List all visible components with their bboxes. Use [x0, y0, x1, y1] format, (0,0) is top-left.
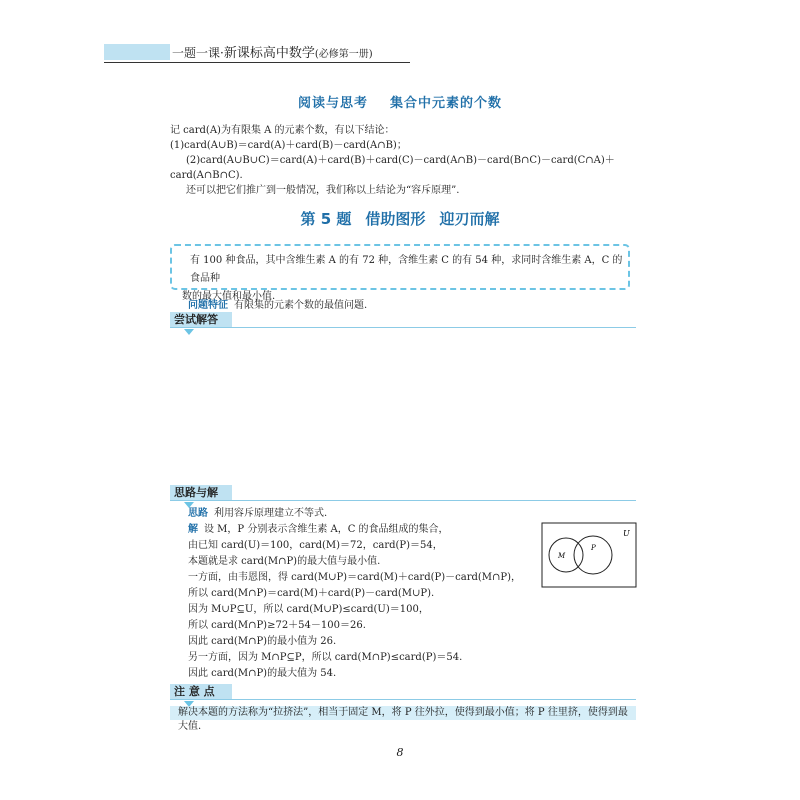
- tab-try-rule: [170, 327, 636, 328]
- tab-approach: 思路与解: [170, 485, 232, 501]
- header-title: 新课标高中数学: [223, 46, 315, 61]
- header-decor-band: [104, 44, 170, 60]
- solution-line-3: 本题就是求 card(M∩P)的最大值与最小值.: [188, 556, 381, 567]
- idea-label: 思路: [188, 508, 208, 519]
- tab-approach-rule: [170, 500, 636, 501]
- solution-line-1: [188, 522, 528, 539]
- problem-name-b: 迎刃而解: [439, 210, 500, 228]
- problem-feature: [188, 296, 367, 311]
- solution-text-1: 设 M，P 分别表示含维生素 A，C 的食品组成的集合，: [204, 524, 449, 535]
- section-line-3: (2)card(A∪B∪C)＝card(A)＋card(B)＋card(C)－card(A∩B)－card(B∩C)－card(C∩A)＋: [186, 155, 615, 166]
- solution-line-9: 另一方面，因为 M∩P⊆P，所以 card(M∩P)≤card(P)＝54.: [188, 652, 463, 663]
- section-title: [0, 92, 800, 111]
- problem-statement-box: [170, 244, 630, 302]
- header-rule: [104, 62, 410, 63]
- tab-try-arrow-icon: [184, 329, 194, 335]
- section-line-5: 还可以把它们推广到一般情况，我们称以上结论为“容斥原理”.: [186, 185, 460, 196]
- venn-circle-p: [574, 536, 612, 574]
- note-text: 解决本题的方法称为“拉挤法”，相当于固定 M，将 P 往外拉，使得到最小值；将 P 往里挤，使得到最大值.: [170, 706, 636, 720]
- solution-line-7: 所以 card(M∩P)≥72＋54－100＝26.: [188, 620, 366, 631]
- section-title-a: 阅读与思考: [297, 96, 368, 111]
- tab-try-answer: 尝试解答: [170, 312, 232, 328]
- venn-label-m: M: [558, 552, 566, 560]
- problem-number: 第 5 题: [300, 210, 352, 228]
- solution-idea: [188, 506, 528, 523]
- solution-label: 解: [188, 524, 198, 535]
- venn-label-p: P: [591, 544, 596, 552]
- solution-line-10: 因此 card(M∩P)的最大值为 54.: [188, 668, 337, 679]
- section-line-4: card(A∩B∩C).: [170, 170, 243, 181]
- feature-label: 问题特征: [188, 300, 228, 311]
- section-line-2: (1)card(A∪B)＝card(A)＋card(B)－card(A∩B)；: [170, 140, 407, 151]
- section-title-b: 集合中元素的个数: [390, 96, 503, 111]
- problem-name-a: 借助图形: [365, 210, 426, 228]
- page-number: 8: [396, 746, 404, 759]
- solution-line-5: 所以 card(M∩P)＝card(M)＋card(P)－card(M∪P).: [188, 588, 435, 599]
- problem-text-2: 数的最大值和最小值.: [182, 291, 276, 302]
- solution-line-6: 因为 M∪P⊆U，所以 card(M∪P)≤card(U)＝100，: [188, 604, 429, 615]
- section-line-1: 记 card(A)为有限集 A 的元素个数，有以下结论：: [170, 125, 395, 136]
- solution-line-2: 由已知 card(U)＝100，card(M)＝72，card(P)＝54，: [188, 540, 443, 551]
- feature-text: 有限集的元素个数的最值问题.: [234, 300, 368, 311]
- header-series: 一题一课·: [172, 46, 224, 60]
- solution-line-4: 一方面，由韦恩图，得 card(M∪P)＝card(M)＋card(P)－card(M∩P)，: [188, 572, 522, 583]
- venn-universe-label: U: [623, 529, 630, 538]
- venn-universe-rect: [542, 523, 636, 587]
- idea-text: 利用容斥原理建立不等式.: [214, 508, 328, 519]
- problem-title: [0, 208, 800, 229]
- problem-text-1: 有 100 种食品，其中含维生素 A 的有 72 种，含维生素 C 的有 54 种，求同时含维生素 A，C 的食品种: [190, 255, 623, 284]
- tab-note: 注 意 点: [170, 684, 232, 700]
- tab-note-rule: [170, 699, 636, 700]
- running-header: [172, 42, 472, 61]
- header-volume: (必修第一册): [314, 49, 373, 60]
- venn-diagram: [541, 522, 637, 588]
- solution-line-8: 因此 card(M∩P)的最小值为 26.: [188, 636, 337, 647]
